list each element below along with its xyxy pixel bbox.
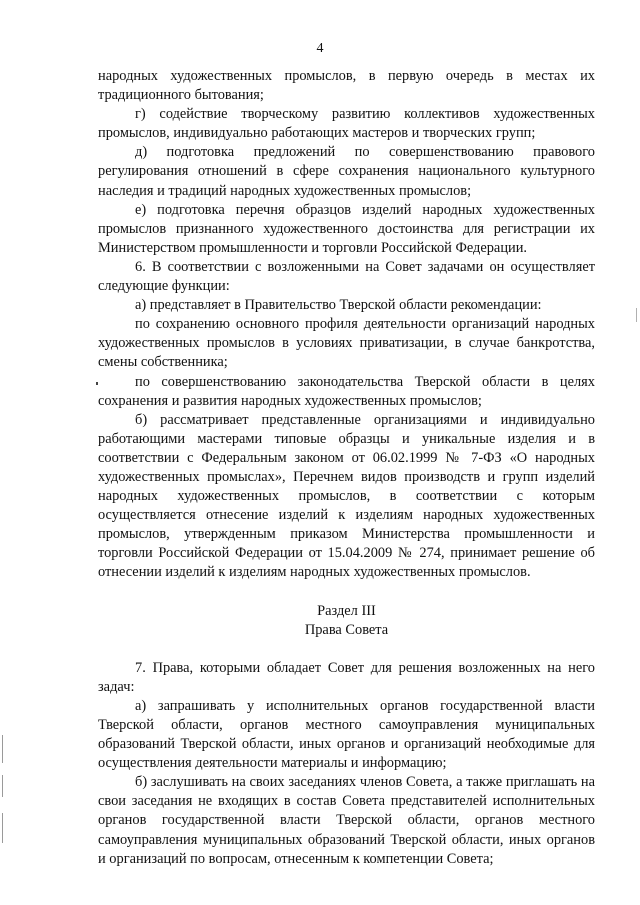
paragraph: б) заслушивать на своих заседаниях членов Совета, а также приглашать на свои заседания не входящих в состав Совета представителей исполнительных органов государственной власти Тверской области, органов местного самоуправления муниципальных образований Тверской области, иных органов и организаций по вопросам, отнесенным к компетенции Совета;	[98, 774, 595, 867]
paragraph: народных художественных промыслов, в первую очередь в местах их традиционного бытования;	[98, 68, 595, 104]
scan-margin-marks	[2, 735, 8, 855]
paragraph: 6. В соответствии с возложенными на Совет задачами он осуществляет следующие функции:	[98, 258, 595, 295]
section-title: Права Совета	[304, 621, 389, 638]
scan-mark	[96, 382, 98, 385]
paragraph: 7. Права, которыми обладает Совет для решения возложенных на него задач:	[98, 659, 595, 695]
scan-mark-right	[636, 308, 637, 322]
document-body	[98, 67, 595, 869]
paragraph: по сохранению основного профиля деятельности организаций народных художественных промыслов в условиях приватизации, в случае банкротства, смены собственника;	[98, 316, 595, 371]
paragraph: б) рассматривает представленные организациями и индивидуально работающими мастерами типовые образцы и уникальные изделия и в соответствии с Федеральным законом от 06.02.1999 № 7-ФЗ «О народных художественных промыслах», Перечнем видов производств и групп изделий народных художественных промыслов, в соответствии с которым осуществляется отнесение изделий к изделиям народных художественных промыслов, утвержденным приказом Министерства промышленности и торговли Российской Федерации от 15.04.2009 № 274, принимает решение об отнесении изделий к изделиям народных художественных промыслов.	[98, 411, 595, 581]
paragraph: а) запрашивать у исполнительных органов государственной власти Тверской области, органов местного самоуправления муниципальных образований Тверской области, иных органов и организаций необходимые для осуществления деятельности материалы и информацию;	[98, 697, 595, 772]
paragraph: по совершенствованию законодательства Тверской области в целях сохранения и развития народных художественных промыслов;	[98, 373, 595, 409]
section-heading	[98, 602, 595, 640]
paragraphs-before-section	[98, 67, 595, 583]
paragraphs-after-section	[98, 659, 595, 869]
paragraph: г) содействие творческому развитию коллективов художественных промыслов, индивидуально работающих мастеров и творческих групп;	[98, 106, 595, 142]
paragraph: д) подготовка предложений по совершенствованию правового регулирования отношений в сфере сохранения национального культурного наследия и традиций народных художественных промыслов;	[98, 144, 595, 199]
paragraph: е) подготовка перечня образцов изделий народных художественных промыслов признанного художественного достоинства для регистрации их Министерством промышленности и торговли Российской Федерации.	[98, 201, 595, 256]
paragraph: а) представляет в Правительство Тверской области рекомендации:	[135, 297, 542, 314]
section-number: Раздел III	[317, 602, 376, 619]
page-number: 4	[316, 41, 324, 56]
